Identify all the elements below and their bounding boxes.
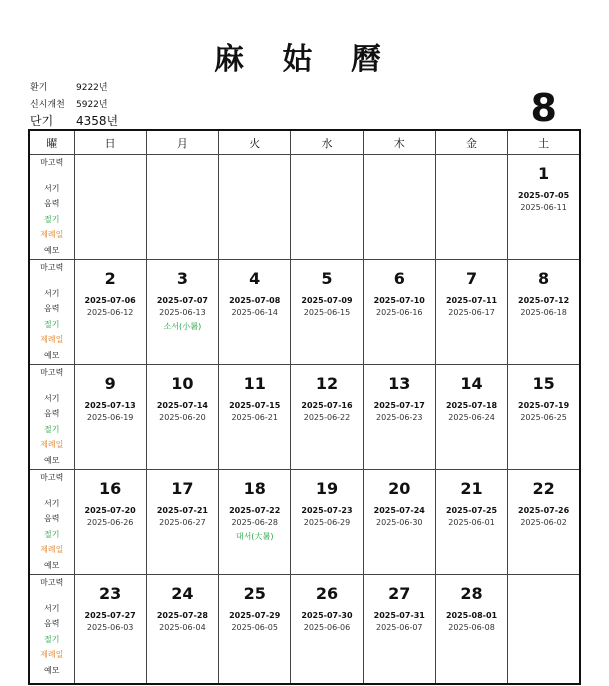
day-number: 6 [393, 269, 405, 288]
day-cell[interactable] [508, 155, 580, 260]
jeolgi-label: 절기 [44, 214, 60, 224]
jerye-label: 제례일 [40, 335, 64, 344]
lunar-date: 2025-06-05 [231, 623, 278, 632]
day-cell[interactable] [363, 470, 435, 575]
lunar-date: 2025-06-06 [303, 623, 351, 632]
day-cell[interactable] [291, 260, 363, 365]
lunar-date: 2025-06-01 [448, 518, 495, 527]
day-cell[interactable] [508, 260, 580, 365]
dangi-label: 단기 [30, 114, 54, 128]
solar-date: 2025-07-21 [156, 506, 208, 515]
day-number: 17 [171, 479, 194, 498]
solar-term: 소서(小暑) [163, 322, 202, 331]
eumryeok-label: 음력 [44, 304, 60, 313]
jeolgi-label: 절기 [44, 529, 60, 539]
day-cell[interactable] [435, 575, 507, 685]
day-number: 11 [243, 374, 266, 393]
day-number: 3 [176, 269, 188, 288]
day-cell[interactable] [435, 155, 507, 260]
hwangi-year [30, 80, 108, 93]
day-cell[interactable] [146, 155, 218, 260]
month-number: 8 [530, 86, 557, 130]
weekday-header-row [29, 130, 580, 155]
day-number: 5 [321, 269, 333, 288]
solar-date: 2025-07-25 [445, 506, 498, 515]
day-number: 16 [99, 479, 122, 498]
day-cell[interactable] [435, 365, 507, 470]
day-number: 4 [249, 269, 261, 288]
day-cell[interactable] [435, 260, 507, 365]
solar-date: 2025-07-07 [156, 296, 208, 305]
solar-date: 2025-07-30 [301, 611, 353, 620]
day-number [219, 164, 290, 184]
day-cell[interactable] [74, 575, 146, 685]
jerye-label: 제례일 [40, 230, 64, 239]
solar-date: 2025-07-13 [84, 401, 136, 410]
solar-date: 2025-07-29 [229, 611, 281, 620]
solar-date: 2025-07-20 [84, 506, 136, 515]
lunar-date: 2025-06-15 [303, 308, 351, 317]
day-cell[interactable] [291, 365, 363, 470]
day-cell[interactable] [219, 575, 291, 685]
day-cell[interactable] [435, 470, 507, 575]
memo-label: 예모 [44, 455, 60, 465]
lunar-date: 2025-06-14 [231, 308, 278, 317]
mago-label: 마고력 [40, 578, 64, 587]
mago-label: 마고력 [40, 263, 64, 272]
day-number: 14 [460, 374, 483, 393]
header-wed: 水 [291, 130, 363, 155]
jerye-label: 제례일 [40, 650, 64, 659]
day-number [147, 164, 218, 184]
lunar-date: 2025-06-16 [376, 308, 423, 317]
eumryeok-label: 음력 [44, 514, 60, 523]
week-row [29, 155, 580, 260]
day-number: 20 [388, 479, 411, 498]
solar-date: 2025-07-22 [229, 506, 281, 515]
day-cell[interactable] [363, 365, 435, 470]
header-fri: 金 [435, 130, 507, 155]
lunar-date: 2025-06-13 [159, 308, 206, 317]
day-number: 21 [460, 479, 483, 498]
row-label-column [29, 575, 74, 685]
day-number: 2 [104, 269, 116, 288]
jeolgi-label: 절기 [44, 424, 60, 434]
day-cell[interactable] [74, 365, 146, 470]
seogi-label: 서기 [44, 393, 60, 403]
jerye-label: 제례일 [40, 545, 64, 554]
mago-label: 마고력 [40, 158, 64, 167]
day-number: 9 [104, 374, 116, 393]
jerye-label: 제례일 [40, 440, 64, 449]
day-cell[interactable] [146, 575, 218, 685]
day-cell[interactable] [291, 155, 363, 260]
day-cell[interactable] [146, 365, 218, 470]
solar-date: 2025-07-28 [156, 611, 208, 620]
header-yo: 曜 [29, 130, 74, 155]
day-cell[interactable] [74, 260, 146, 365]
week-row [29, 470, 580, 575]
solar-date: 2025-07-16 [301, 401, 353, 410]
lunar-date: 2025-06-04 [159, 623, 206, 632]
sinsi-value: 5922년 [76, 100, 108, 110]
solar-date: 2025-07-12 [518, 296, 570, 305]
solar-date: 2025-07-23 [301, 506, 353, 515]
day-cell[interactable] [291, 470, 363, 575]
solar-date: 2025-07-31 [373, 611, 425, 620]
solar-date: 2025-08-01 [445, 611, 498, 620]
week-row [29, 575, 580, 685]
day-number [75, 164, 146, 184]
jeolgi-label: 절기 [44, 319, 60, 329]
calendar-grid [28, 129, 581, 685]
hwangi-value: 9222년 [76, 83, 108, 93]
seogi-label: 서기 [44, 498, 60, 508]
day-number: 8 [538, 269, 550, 288]
lunar-date: 2025-06-08 [448, 623, 495, 632]
week-row [29, 260, 580, 365]
day-number [364, 164, 435, 184]
day-number: 25 [243, 584, 266, 603]
eumryeok-label: 음력 [44, 199, 60, 208]
dangi-value: 4358년 [76, 114, 119, 128]
hwangi-label: 환기 [30, 83, 48, 93]
solar-date: 2025-07-14 [156, 401, 208, 410]
eumryeok-label: 음력 [44, 409, 60, 418]
solar-date: 2025-07-15 [229, 401, 281, 410]
solar-date: 2025-07-08 [229, 296, 281, 305]
header-tue: 火 [219, 130, 291, 155]
seogi-label: 서기 [44, 183, 60, 193]
jeolgi-label: 절기 [44, 634, 60, 644]
day-cell[interactable] [74, 155, 146, 260]
lunar-date: 2025-06-29 [303, 518, 351, 527]
day-cell[interactable] [146, 260, 218, 365]
day-number: 12 [315, 374, 339, 393]
solar-date: 2025-07-10 [373, 296, 425, 305]
day-number [508, 584, 579, 604]
eumryeok-label: 음력 [44, 619, 60, 628]
lunar-date: 2025-06-18 [520, 308, 567, 317]
day-number: 7 [465, 269, 478, 288]
lunar-date: 2025-06-23 [376, 413, 423, 422]
dangi-year [30, 112, 118, 129]
header-sat: 土 [508, 130, 580, 155]
lunar-date: 2025-06-24 [448, 413, 495, 422]
solar-date: 2025-07-06 [84, 296, 136, 305]
lunar-date: 2025-06-12 [86, 308, 134, 317]
solar-date: 2025-07-09 [301, 296, 353, 305]
lunar-date: 2025-06-25 [520, 413, 567, 422]
lunar-date: 2025-06-17 [448, 308, 495, 317]
seogi-label: 서기 [44, 603, 60, 613]
day-cell[interactable] [291, 575, 363, 685]
solar-date: 2025-07-05 [518, 191, 570, 200]
memo-label: 예모 [44, 350, 60, 360]
lunar-date: 2025-06-30 [376, 518, 423, 527]
header-sun: 日 [74, 130, 146, 155]
day-cell[interactable] [219, 365, 291, 470]
day-number: 18 [243, 479, 266, 498]
day-number: 27 [388, 584, 411, 603]
header-thu: 木 [363, 130, 435, 155]
day-cell[interactable] [508, 575, 580, 685]
mago-label: 마고력 [40, 368, 64, 377]
day-cell[interactable] [363, 575, 435, 685]
day-number [291, 164, 362, 184]
solar-date: 2025-07-18 [445, 401, 498, 410]
day-number: 15 [532, 374, 555, 393]
lunar-date: 2025-06-28 [231, 518, 278, 527]
lunar-date: 2025-06-02 [520, 518, 567, 527]
day-cell[interactable] [219, 470, 291, 575]
day-cell[interactable] [146, 470, 218, 575]
lunar-date: 2025-06-22 [303, 413, 351, 422]
solar-date: 2025-07-24 [373, 506, 425, 515]
day-number: 24 [171, 584, 194, 603]
solar-date: 2025-07-19 [518, 401, 570, 410]
day-cell[interactable] [74, 470, 146, 575]
day-cell[interactable] [219, 155, 291, 260]
day-number: 19 [315, 479, 339, 498]
day-number: 1 [538, 164, 550, 183]
lunar-date: 2025-06-27 [159, 518, 206, 527]
week-row [29, 365, 580, 470]
row-label-column [29, 470, 74, 575]
row-label-column [29, 260, 74, 365]
day-cell[interactable] [508, 365, 580, 470]
mago-label: 마고력 [40, 473, 64, 482]
lunar-date: 2025-06-07 [376, 623, 423, 632]
memo-label: 예모 [44, 560, 60, 570]
day-number: 22 [532, 479, 555, 498]
lunar-date: 2025-06-19 [86, 413, 134, 422]
day-cell[interactable] [363, 155, 435, 260]
day-number: 26 [315, 584, 339, 603]
row-label-column [29, 155, 74, 260]
calendar-title: 麻 姑 曆 [214, 42, 395, 77]
sinsi-label: 신시개천 [30, 100, 65, 110]
row-label-column [29, 365, 74, 470]
solar-date: 2025-07-17 [373, 401, 425, 410]
day-cell[interactable] [508, 470, 580, 575]
seogi-label: 서기 [44, 288, 60, 298]
day-number: 10 [171, 374, 194, 393]
lunar-date: 2025-06-26 [86, 518, 134, 527]
solar-date: 2025-07-26 [518, 506, 570, 515]
solar-date: 2025-07-27 [84, 611, 136, 620]
day-number: 23 [99, 584, 122, 603]
solar-term: 대서(大暑) [235, 532, 274, 541]
header-mon: 月 [146, 130, 218, 155]
memo-label: 예모 [44, 245, 60, 255]
sinsi-year [30, 97, 108, 110]
day-number [436, 164, 507, 184]
day-number: 28 [460, 584, 483, 603]
lunar-date: 2025-06-20 [159, 413, 206, 422]
day-cell[interactable] [219, 260, 291, 365]
lunar-date: 2025-06-11 [520, 203, 567, 212]
lunar-date: 2025-06-21 [231, 413, 278, 422]
solar-date: 2025-07-11 [445, 296, 498, 305]
day-cell[interactable] [363, 260, 435, 365]
memo-label: 예모 [44, 665, 60, 675]
day-number: 13 [388, 374, 411, 393]
lunar-date: 2025-06-03 [86, 623, 134, 632]
